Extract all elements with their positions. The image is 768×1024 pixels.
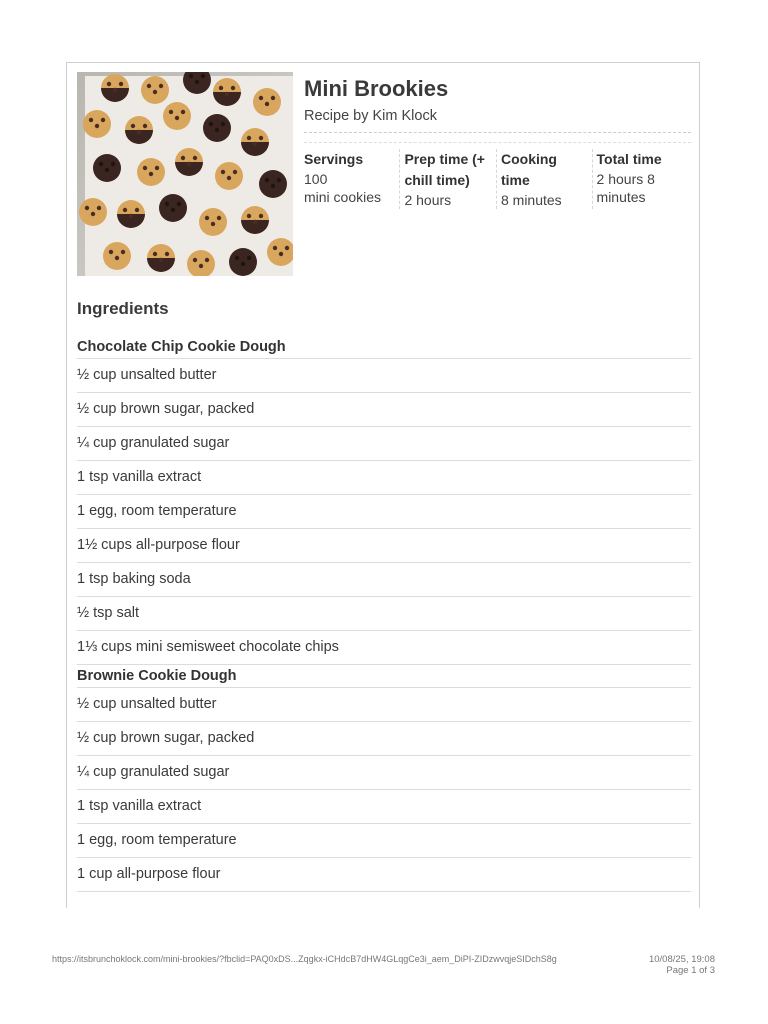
cookie-shape <box>79 198 107 226</box>
ingredient-item: 1 tsp baking soda <box>77 563 691 597</box>
cookie-shape <box>103 242 131 270</box>
ingredient-item: 1 tsp vanilla extract <box>77 461 691 495</box>
cookie-shape <box>101 74 129 102</box>
ingredient-section-heading: Brownie Cookie Dough <box>77 665 691 688</box>
cookie-shape <box>163 102 191 130</box>
meta-value: 2 hours 8 <box>596 171 655 187</box>
cookie-shape <box>259 170 287 198</box>
meta-label: time <box>500 172 530 188</box>
ingredient-item: ½ cup unsalted butter <box>77 359 691 393</box>
footer-page: Page 1 of 3 <box>666 965 715 976</box>
cookie-shape <box>213 78 241 106</box>
meta-label: Total time <box>596 151 662 167</box>
cookie-shape <box>159 194 187 222</box>
meta-value: mini cookies <box>304 189 382 205</box>
ingredient-item: ¼ cup granulated sugar <box>77 427 691 461</box>
recipe-meta <box>304 132 691 209</box>
ingredient-item: 1½ cups all-purpose flour <box>77 529 691 563</box>
recipe-card <box>66 62 700 908</box>
cookie-shape <box>215 162 243 190</box>
ingredient-section-heading: Chocolate Chip Cookie Dough <box>77 336 691 359</box>
meta-value: 2 hours <box>404 192 452 208</box>
meta-label: chill time) <box>404 172 470 188</box>
cookie-shape <box>125 116 153 144</box>
cookie-shape <box>137 158 165 186</box>
cookie-shape <box>241 128 269 156</box>
cookie-shape <box>93 154 121 182</box>
footer-info <box>649 954 715 976</box>
meta-col <box>304 149 399 209</box>
cookie-shape <box>229 248 257 276</box>
ingredient-item: ½ cup unsalted butter <box>77 688 691 722</box>
meta-label: Servings <box>304 151 364 167</box>
cookie-shape <box>241 206 269 234</box>
cookie-shape <box>117 200 145 228</box>
meta-col <box>399 149 496 209</box>
ingredient-item: 1 egg, room temperature <box>77 824 691 858</box>
cookie-shape <box>253 88 281 116</box>
cookie-shape <box>141 76 169 104</box>
cookie-shape <box>175 148 203 176</box>
ingredient-item: 1⅓ cups mini semisweet chocolate chips <box>77 631 691 665</box>
cookies-image <box>77 72 293 276</box>
ingredient-item: 1 egg, room temperature <box>77 495 691 529</box>
recipe-title: Mini Brookies <box>304 76 449 101</box>
ingredient-item: 1 tsp vanilla extract <box>77 790 691 824</box>
ingredients-list <box>77 336 691 892</box>
meta-value: minutes <box>596 189 646 205</box>
ingredients-heading: Ingredients <box>77 299 169 318</box>
recipe-byline: Recipe by Kim Klock <box>304 108 437 124</box>
footer-url: https://itsbrunchoklock.com/mini-brookies/?fbclid=PAQ0xDS...Zqgkx-iCHdcB7dHW4GLqgCe3i_aem_DiPI-ZIDzwvqjeSIDchS8g <box>52 954 557 964</box>
meta-value: 8 minutes <box>500 192 562 208</box>
meta-value: 100 <box>304 171 328 187</box>
ingredient-item: ½ tsp salt <box>77 597 691 631</box>
cookie-shape <box>83 110 111 138</box>
ingredient-item: ½ cup brown sugar, packed <box>77 393 691 427</box>
recipe-photo <box>77 72 293 276</box>
meta-col <box>496 149 592 209</box>
cookie-shape <box>147 244 175 272</box>
ingredient-item: ¼ cup granulated sugar <box>77 756 691 790</box>
meta-col <box>592 149 691 209</box>
ingredient-item: 1 cup all-purpose flour <box>77 858 691 892</box>
ingredient-item: ½ cup brown sugar, packed <box>77 722 691 756</box>
footer-datetime: 10/08/25, 19:08 <box>648 954 715 965</box>
meta-label: Cooking <box>500 151 557 167</box>
cookie-shape <box>199 208 227 236</box>
cookie-shape <box>203 114 231 142</box>
meta-label: Prep time (+ <box>404 151 485 167</box>
